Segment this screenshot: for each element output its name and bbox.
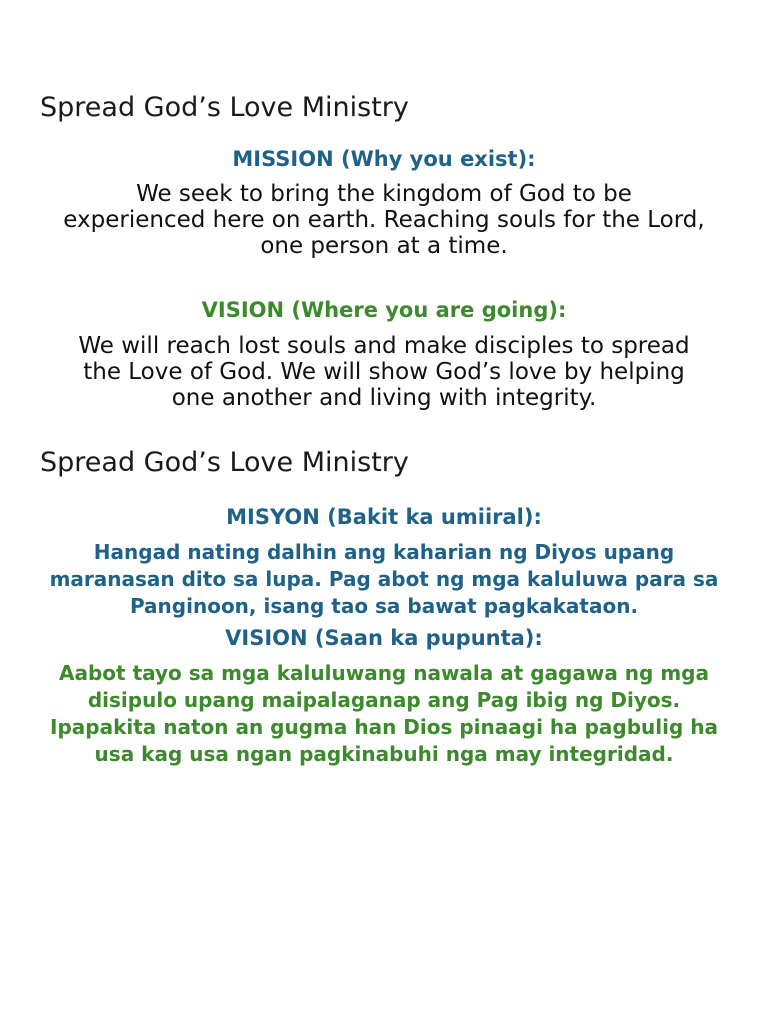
- english-mission-text: [0, 181, 768, 259]
- english-vision-line: one another and living with integrity.: [171, 385, 597, 411]
- english-mission-line: one person at a time.: [260, 233, 508, 259]
- english-vision-line: We will reach lost souls and make disciples to spread: [78, 333, 690, 359]
- english-vision-line: the Love of God. We will show God’s love by helping: [83, 359, 685, 385]
- filipino-mission-line: maranasan dito sa lupa. Pag abot ng mga kaluluwa para sa: [49, 567, 719, 591]
- filipino-mission-line: Hangad nating dalhin ang kaharian ng Diyos upang: [93, 540, 675, 564]
- filipino-vision-heading: VISION (Saan ka pupunta):: [225, 626, 543, 650]
- english-vision-text: [0, 333, 768, 411]
- filipino-mission-line: Panginoon, isang tao sa bawat pagkakataon.: [129, 594, 639, 618]
- filipino-title: Spread God’s Love Ministry: [40, 447, 409, 478]
- filipino-mission-heading: MISYON (Bakit ka umiiral):: [226, 505, 542, 529]
- filipino-vision-line: disipulo upang maipalaganap ang Pag ibig ng Diyos.: [87, 688, 681, 712]
- english-title: Spread God’s Love Ministry: [40, 92, 409, 123]
- english-mission-heading: MISSION (Why you exist):: [232, 147, 536, 171]
- filipino-vision-line: usa kag usa ngan pagkinabuhi nga may integridad.: [94, 742, 674, 766]
- english-vision-heading: VISION (Where you are going):: [201, 298, 567, 322]
- filipino-vision-text: [0, 660, 768, 768]
- filipino-mission-text: [0, 539, 768, 620]
- filipino-vision-line: Ipapakita naton an gugma han Dios pinaagi ha pagbulig ha: [50, 715, 718, 739]
- english-mission-line: We seek to bring the kingdom of God to be: [136, 181, 632, 207]
- filipino-vision-line: Aabot tayo sa mga kaluluwang nawala at gagawa ng mga: [59, 661, 709, 685]
- english-mission-line: experienced here on earth. Reaching souls for the Lord,: [63, 207, 705, 233]
